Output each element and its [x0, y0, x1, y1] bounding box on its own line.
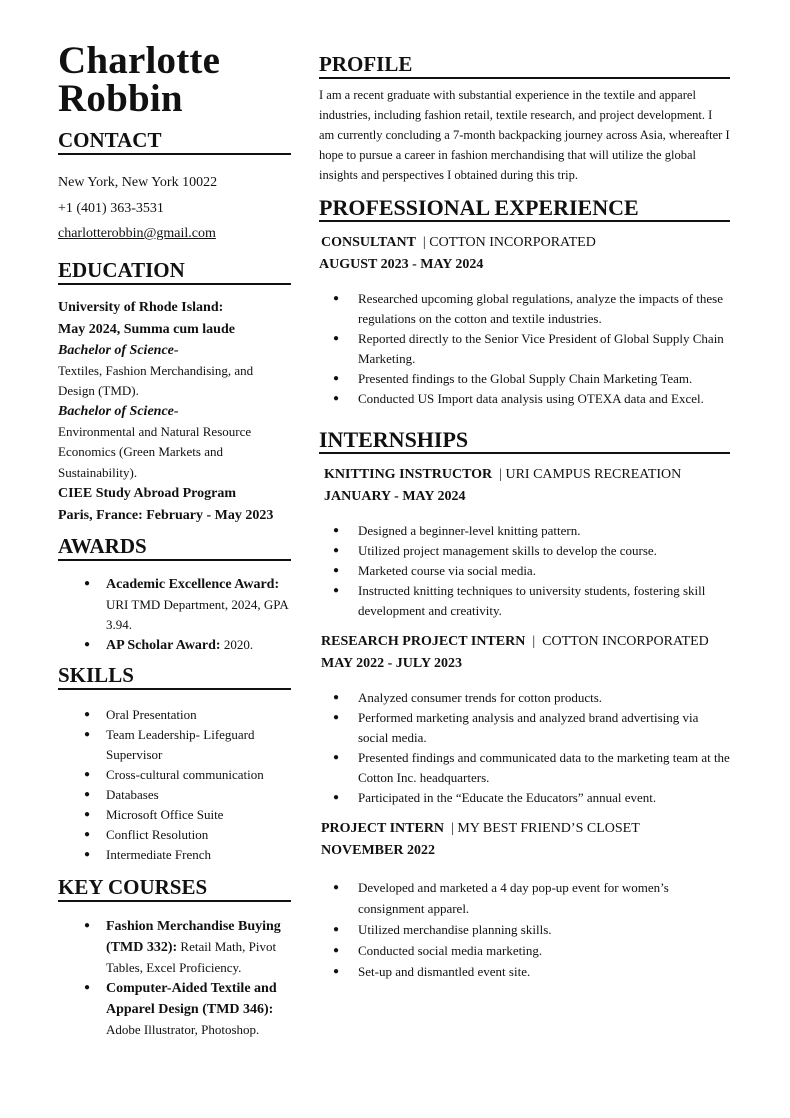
job-header: CONSULTANT | COTTON INCORPORATED — [321, 235, 596, 250]
degree-2: Bachelor of Science- — [58, 403, 179, 419]
job-bullet: ● Set-up and dismantled event site. — [319, 961, 730, 982]
skill-item: ● Team Leadership- Lifeguard Supervisor — [58, 725, 291, 765]
internships-heading: INTERNSHIPS — [319, 427, 730, 454]
key-courses-heading: KEY COURSES — [58, 875, 291, 902]
school-name: University of Rhode Island: — [58, 299, 224, 315]
skill-item: ● Oral Presentation — [58, 705, 291, 725]
skill-item: ● Conflict Resolution — [58, 825, 291, 845]
awards-heading: AWARDS — [58, 534, 291, 561]
profile-text: I am a recent graduate with substantial experience in the textile and apparel industries, including fashion retail, textile research, and project development. I am currently concluding a 7-month backpacking journey across Asia, whereafter I hope to pursue a career in fashion merchandising that will utilize the global insights and perspectives I obtained during this trip. — [319, 88, 730, 182]
job-bullet: ● Developed and marketed a 4 day pop-up event for women’s consignment apparel. — [319, 877, 730, 919]
skill-item: ● Microsoft Office Suite — [58, 805, 291, 825]
education-heading: EDUCATION — [58, 258, 291, 285]
study-abroad-program: CIEE Study Abroad Program — [58, 486, 237, 501]
right-column — [319, 52, 730, 982]
profile-section — [319, 52, 730, 185]
job-bullet: ● Conducted social media marketing. — [319, 940, 730, 961]
course-item: ● Computer-Aided Textile and Apparel Design (TMD 346): Adobe Illustrator, Photoshop. — [58, 978, 291, 1040]
degree-2-detail: Environmental and Natural Resource Economics (Green Markets and Sustainability). — [58, 423, 252, 480]
job-bullet: ● Performed marketing analysis and analyzed brand advertising via social media. — [319, 708, 730, 748]
job-date: AUGUST 2023 - MAY 2024 — [319, 257, 484, 272]
job-bullet: ● Presented findings and communicated data to the marketing team at the Cotton Inc. headquarters. — [319, 748, 730, 788]
job-header: PROJECT INTERN | MY BEST FRIEND’S CLOSET — [321, 821, 640, 836]
course-item: ● Fashion Merchandise Buying (TMD 332): Retail Math, Pivot Tables, Excel Proficiency. — [58, 916, 291, 978]
job-header: RESEARCH PROJECT INTERN | COTTON INCORPORATED — [321, 634, 709, 649]
job-date: JANUARY - MAY 2024 — [324, 489, 466, 504]
awards-section — [58, 534, 291, 656]
job-bullet: ● Reported directly to the Senior Vice President of Global Supply Chain Marketing. — [319, 329, 730, 369]
contact-section — [58, 128, 291, 247]
job-bullet: ● Instructed knitting techniques to university students, fostering skill development and creativity. — [319, 581, 730, 621]
skill-item: ● Databases — [58, 785, 291, 805]
skills-section — [58, 663, 291, 865]
job-bullet: ● Conducted US Import data analysis using OTEXA data and Excel. — [319, 389, 730, 409]
experience-heading: PROFESSIONAL EXPERIENCE — [319, 195, 730, 222]
phone-text: +1 (401) 363-3531 — [58, 200, 164, 216]
skills-heading: SKILLS — [58, 663, 291, 690]
profile-heading: PROFILE — [319, 52, 730, 79]
left-column — [58, 39, 291, 1040]
job-header: KNITTING INSTRUCTOR | URI CAMPUS RECREATION — [324, 467, 682, 482]
job-bullet: ● Designed a beginner-level knitting pattern. — [319, 521, 730, 541]
job-bullet: ● Participated in the “Educate the Educators” annual event. — [319, 788, 730, 808]
skill-item: ● Cross-cultural communication — [58, 765, 291, 785]
award-item: ● AP Scholar Award: 2020. — [58, 635, 291, 656]
job-entry — [319, 818, 730, 982]
skill-item: ● Intermediate French — [58, 845, 291, 865]
candidate-name: Charlotte Robbin — [58, 39, 221, 120]
internships-section — [319, 427, 730, 982]
job-bullet: ● Researched upcoming global regulations, analyze the impacts of these regulations on the cotton and textile industries. — [319, 289, 730, 329]
job-bullet: ● Presented findings to the Global Supply Chain Marketing Team. — [319, 369, 730, 389]
degree-1-detail: Textiles, Fashion Merchandising, and Design (TMD). — [58, 362, 254, 398]
education-section — [58, 258, 291, 528]
job-date: NOVEMBER 2022 — [321, 843, 435, 858]
address-text: New York, New York 10022 — [58, 175, 218, 190]
job-entry — [319, 232, 730, 409]
job-bullet: ● Utilized project management skills to develop the course. — [319, 541, 730, 561]
degree-1: Bachelor of Science- — [58, 342, 179, 358]
job-bullet: ● Analyzed consumer trends for cotton products. — [319, 688, 730, 708]
job-bullet: ● Marketed course via social media. — [319, 561, 730, 581]
job-entry — [319, 631, 730, 808]
job-date: MAY 2022 - JULY 2023 — [321, 656, 463, 671]
key-courses-section — [58, 875, 291, 1040]
award-item: ● Academic Excellence Award: URI TMD Department, 2024, GPA 3.94. — [58, 574, 291, 635]
email-link[interactable]: charlotterobbin@gmail.com — [58, 226, 216, 241]
school-date: May 2024, Summa cum laude — [58, 321, 235, 337]
experience-section — [319, 195, 730, 409]
study-abroad-detail: Paris, France: February - May 2023 — [58, 508, 274, 523]
job-bullet: ● Utilized merchandise planning skills. — [319, 919, 730, 940]
contact-heading: CONTACT — [58, 128, 291, 155]
job-entry — [319, 464, 730, 621]
